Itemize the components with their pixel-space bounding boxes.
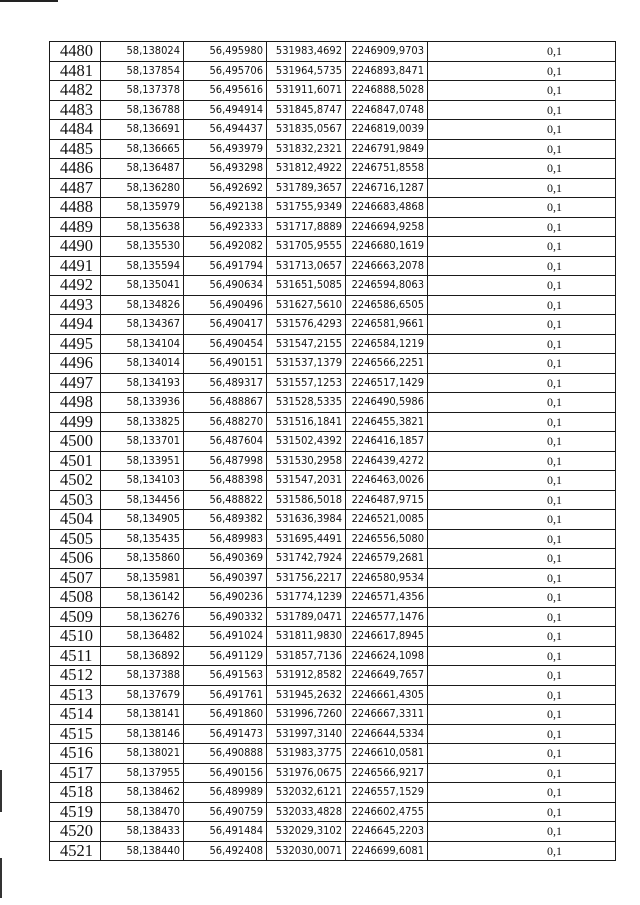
table-row [50, 471, 616, 491]
x-coordinate-cell: 531537,1379 [267, 354, 346, 374]
table-row [50, 627, 616, 647]
x-coordinate-cell: 531636,3984 [267, 510, 346, 530]
x-coordinate-cell: 531576,4293 [267, 315, 346, 335]
point-number-cell: 4521 [50, 841, 101, 861]
point-number-cell: 4486 [50, 159, 101, 179]
y-coordinate-cell: 2246566,9217 [346, 763, 428, 783]
accuracy-cell: 0,1 [428, 334, 616, 354]
y-coordinate-cell: 2246463,0026 [346, 471, 428, 491]
x-coordinate-cell: 531811,9830 [267, 627, 346, 647]
latitude-cell: 58,138024 [101, 42, 184, 62]
longitude-cell: 56,490332 [184, 607, 267, 627]
point-number-cell: 4507 [50, 568, 101, 588]
table-row [50, 744, 616, 764]
accuracy-cell: 0,1 [428, 451, 616, 471]
point-number-cell: 4487 [50, 178, 101, 198]
x-coordinate-cell: 531755,9349 [267, 198, 346, 218]
longitude-cell: 56,491761 [184, 685, 267, 705]
accuracy-cell: 0,1 [428, 120, 616, 140]
x-coordinate-cell: 531705,9555 [267, 237, 346, 257]
point-number-cell: 4496 [50, 354, 101, 374]
y-coordinate-cell: 2246455,3821 [346, 412, 428, 432]
x-coordinate-cell: 532032,6121 [267, 783, 346, 803]
accuracy-cell: 0,1 [428, 432, 616, 452]
point-number-cell: 4502 [50, 471, 101, 491]
longitude-cell: 56,491024 [184, 627, 267, 647]
y-coordinate-cell: 2246893,8471 [346, 61, 428, 81]
x-coordinate-cell: 531983,4692 [267, 42, 346, 62]
y-coordinate-cell: 2246791,9849 [346, 139, 428, 159]
longitude-cell: 56,490417 [184, 315, 267, 335]
point-number-cell: 4509 [50, 607, 101, 627]
latitude-cell: 58,138440 [101, 841, 184, 861]
x-coordinate-cell: 531911,6071 [267, 81, 346, 101]
longitude-cell: 56,487604 [184, 432, 267, 452]
longitude-cell: 56,487998 [184, 451, 267, 471]
latitude-cell: 58,136280 [101, 178, 184, 198]
y-coordinate-cell: 2246439,4272 [346, 451, 428, 471]
table-row [50, 373, 616, 393]
accuracy-cell: 0,1 [428, 237, 616, 257]
latitude-cell: 58,137378 [101, 81, 184, 101]
latitude-cell: 58,137854 [101, 61, 184, 81]
table-row [50, 159, 616, 179]
longitude-cell: 56,492692 [184, 178, 267, 198]
accuracy-cell: 0,1 [428, 646, 616, 666]
longitude-cell: 56,494437 [184, 120, 267, 140]
point-number-cell: 4508 [50, 588, 101, 608]
latitude-cell: 58,136142 [101, 588, 184, 608]
longitude-cell: 56,492082 [184, 237, 267, 257]
point-number-cell: 4516 [50, 744, 101, 764]
latitude-cell: 58,138470 [101, 802, 184, 822]
latitude-cell: 58,138146 [101, 724, 184, 744]
table-row [50, 237, 616, 257]
y-coordinate-cell: 2246663,2078 [346, 256, 428, 276]
x-coordinate-cell: 531516,1841 [267, 412, 346, 432]
accuracy-cell: 0,1 [428, 627, 616, 647]
point-number-cell: 4514 [50, 705, 101, 725]
accuracy-cell: 0,1 [428, 100, 616, 120]
table-row [50, 139, 616, 159]
longitude-cell: 56,490236 [184, 588, 267, 608]
y-coordinate-cell: 2246645,2203 [346, 822, 428, 842]
point-number-cell: 4500 [50, 432, 101, 452]
y-coordinate-cell: 2246699,6081 [346, 841, 428, 861]
table-row [50, 120, 616, 140]
y-coordinate-cell: 2246610,0581 [346, 744, 428, 764]
longitude-cell: 56,490397 [184, 568, 267, 588]
latitude-cell: 58,135435 [101, 529, 184, 549]
accuracy-cell: 0,1 [428, 841, 616, 861]
y-coordinate-cell: 2246521,0085 [346, 510, 428, 530]
latitude-cell: 58,136788 [101, 100, 184, 120]
latitude-cell: 58,138141 [101, 705, 184, 725]
table-row [50, 315, 616, 335]
accuracy-cell: 0,1 [428, 393, 616, 413]
point-number-cell: 4513 [50, 685, 101, 705]
latitude-cell: 58,135041 [101, 276, 184, 296]
latitude-cell: 58,134826 [101, 295, 184, 315]
x-coordinate-cell: 532029,3102 [267, 822, 346, 842]
accuracy-cell: 0,1 [428, 763, 616, 783]
accuracy-cell: 0,1 [428, 178, 616, 198]
longitude-cell: 56,490888 [184, 744, 267, 764]
table-row [50, 81, 616, 101]
table-row [50, 568, 616, 588]
accuracy-cell: 0,1 [428, 315, 616, 335]
point-number-cell: 4499 [50, 412, 101, 432]
y-coordinate-cell: 2246584,1219 [346, 334, 428, 354]
point-number-cell: 4515 [50, 724, 101, 744]
table-row [50, 666, 616, 686]
accuracy-cell: 0,1 [428, 354, 616, 374]
accuracy-cell: 0,1 [428, 256, 616, 276]
x-coordinate-cell: 531789,3657 [267, 178, 346, 198]
latitude-cell: 58,135594 [101, 256, 184, 276]
point-number-cell: 4489 [50, 217, 101, 237]
y-coordinate-cell: 2246644,5334 [346, 724, 428, 744]
point-number-cell: 4519 [50, 802, 101, 822]
table-row [50, 295, 616, 315]
table-row [50, 100, 616, 120]
table-row [50, 412, 616, 432]
accuracy-cell: 0,1 [428, 529, 616, 549]
table-row [50, 61, 616, 81]
y-coordinate-cell: 2246909,9703 [346, 42, 428, 62]
table-row [50, 432, 616, 452]
latitude-cell: 58,134367 [101, 315, 184, 335]
point-number-cell: 4488 [50, 198, 101, 218]
latitude-cell: 58,136892 [101, 646, 184, 666]
accuracy-cell: 0,1 [428, 802, 616, 822]
y-coordinate-cell: 2246557,1529 [346, 783, 428, 803]
table-row [50, 451, 616, 471]
point-number-cell: 4505 [50, 529, 101, 549]
y-coordinate-cell: 2246580,9534 [346, 568, 428, 588]
point-number-cell: 4510 [50, 627, 101, 647]
point-number-cell: 4485 [50, 139, 101, 159]
x-coordinate-cell: 531547,2031 [267, 471, 346, 491]
accuracy-cell: 0,1 [428, 666, 616, 686]
accuracy-cell: 0,1 [428, 705, 616, 725]
accuracy-cell: 0,1 [428, 744, 616, 764]
y-coordinate-cell: 2246667,3311 [346, 705, 428, 725]
x-coordinate-cell: 531502,4392 [267, 432, 346, 452]
x-coordinate-cell: 531557,1253 [267, 373, 346, 393]
point-number-cell: 4503 [50, 490, 101, 510]
table-row [50, 705, 616, 725]
table-row [50, 334, 616, 354]
accuracy-cell: 0,1 [428, 412, 616, 432]
latitude-cell: 58,133825 [101, 412, 184, 432]
longitude-cell: 56,493979 [184, 139, 267, 159]
longitude-cell: 56,495706 [184, 61, 267, 81]
longitude-cell: 56,491563 [184, 666, 267, 686]
longitude-cell: 56,490496 [184, 295, 267, 315]
latitude-cell: 58,133701 [101, 432, 184, 452]
accuracy-cell: 0,1 [428, 510, 616, 530]
table-row [50, 763, 616, 783]
table-row [50, 646, 616, 666]
x-coordinate-cell: 531964,5735 [267, 61, 346, 81]
point-number-cell: 4511 [50, 646, 101, 666]
longitude-cell: 56,491129 [184, 646, 267, 666]
longitude-cell: 56,489317 [184, 373, 267, 393]
point-number-cell: 4517 [50, 763, 101, 783]
x-coordinate-cell: 531742,7924 [267, 549, 346, 569]
latitude-cell: 58,136691 [101, 120, 184, 140]
y-coordinate-cell: 2246683,4868 [346, 198, 428, 218]
latitude-cell: 58,136482 [101, 627, 184, 647]
longitude-cell: 56,494914 [184, 100, 267, 120]
table-row [50, 276, 616, 296]
latitude-cell: 58,134905 [101, 510, 184, 530]
scan-edge-mark [0, 858, 2, 898]
x-coordinate-cell: 531997,3140 [267, 724, 346, 744]
latitude-cell: 58,135530 [101, 237, 184, 257]
latitude-cell: 58,138462 [101, 783, 184, 803]
y-coordinate-cell: 2246490,5986 [346, 393, 428, 413]
scan-edge-mark [0, 770, 2, 812]
point-number-cell: 4481 [50, 61, 101, 81]
y-coordinate-cell: 2246819,0039 [346, 120, 428, 140]
accuracy-cell: 0,1 [428, 42, 616, 62]
x-coordinate-cell: 531996,7260 [267, 705, 346, 725]
x-coordinate-cell: 531695,4491 [267, 529, 346, 549]
latitude-cell: 58,136487 [101, 159, 184, 179]
y-coordinate-cell: 2246416,1857 [346, 432, 428, 452]
longitude-cell: 56,490759 [184, 802, 267, 822]
longitude-cell: 56,491794 [184, 256, 267, 276]
coordinates-table [49, 41, 616, 861]
table-row [50, 42, 616, 62]
longitude-cell: 56,489983 [184, 529, 267, 549]
x-coordinate-cell: 531857,7136 [267, 646, 346, 666]
latitude-cell: 58,133951 [101, 451, 184, 471]
y-coordinate-cell: 2246566,2251 [346, 354, 428, 374]
y-coordinate-cell: 2246624,1098 [346, 646, 428, 666]
table-row [50, 178, 616, 198]
table-row [50, 510, 616, 530]
table-row [50, 588, 616, 608]
y-coordinate-cell: 2246617,8945 [346, 627, 428, 647]
point-number-cell: 4491 [50, 256, 101, 276]
latitude-cell: 58,134104 [101, 334, 184, 354]
longitude-cell: 56,491473 [184, 724, 267, 744]
x-coordinate-cell: 531717,8889 [267, 217, 346, 237]
latitude-cell: 58,135979 [101, 198, 184, 218]
point-number-cell: 4494 [50, 315, 101, 335]
x-coordinate-cell: 532030,0071 [267, 841, 346, 861]
table-row [50, 217, 616, 237]
latitude-cell: 58,135638 [101, 217, 184, 237]
x-coordinate-cell: 531812,4922 [267, 159, 346, 179]
accuracy-cell: 0,1 [428, 198, 616, 218]
x-coordinate-cell: 532033,4828 [267, 802, 346, 822]
y-coordinate-cell: 2246586,6505 [346, 295, 428, 315]
x-coordinate-cell: 531832,2321 [267, 139, 346, 159]
accuracy-cell: 0,1 [428, 724, 616, 744]
longitude-cell: 56,489382 [184, 510, 267, 530]
point-number-cell: 4506 [50, 549, 101, 569]
longitude-cell: 56,490634 [184, 276, 267, 296]
point-number-cell: 4518 [50, 783, 101, 803]
latitude-cell: 58,137955 [101, 763, 184, 783]
longitude-cell: 56,491484 [184, 822, 267, 842]
accuracy-cell: 0,1 [428, 276, 616, 296]
accuracy-cell: 0,1 [428, 685, 616, 705]
table-row [50, 822, 616, 842]
y-coordinate-cell: 2246888,5028 [346, 81, 428, 101]
point-number-cell: 4482 [50, 81, 101, 101]
x-coordinate-cell: 531945,2632 [267, 685, 346, 705]
y-coordinate-cell: 2246577,1476 [346, 607, 428, 627]
accuracy-cell: 0,1 [428, 471, 616, 491]
y-coordinate-cell: 2246517,1429 [346, 373, 428, 393]
longitude-cell: 56,488867 [184, 393, 267, 413]
x-coordinate-cell: 531845,8747 [267, 100, 346, 120]
x-coordinate-cell: 531651,5085 [267, 276, 346, 296]
y-coordinate-cell: 2246847,0748 [346, 100, 428, 120]
accuracy-cell: 0,1 [428, 588, 616, 608]
longitude-cell: 56,493298 [184, 159, 267, 179]
accuracy-cell: 0,1 [428, 783, 616, 803]
table-row [50, 256, 616, 276]
point-number-cell: 4512 [50, 666, 101, 686]
longitude-cell: 56,490151 [184, 354, 267, 374]
point-number-cell: 4497 [50, 373, 101, 393]
accuracy-cell: 0,1 [428, 822, 616, 842]
y-coordinate-cell: 2246694,9258 [346, 217, 428, 237]
x-coordinate-cell: 531528,5335 [267, 393, 346, 413]
point-number-cell: 4520 [50, 822, 101, 842]
longitude-cell: 56,495616 [184, 81, 267, 101]
latitude-cell: 58,138433 [101, 822, 184, 842]
table-row [50, 685, 616, 705]
point-number-cell: 4495 [50, 334, 101, 354]
longitude-cell: 56,492333 [184, 217, 267, 237]
page-top-rule [0, 0, 58, 2]
x-coordinate-cell: 531756,2217 [267, 568, 346, 588]
latitude-cell: 58,135981 [101, 568, 184, 588]
point-number-cell: 4492 [50, 276, 101, 296]
y-coordinate-cell: 2246581,9661 [346, 315, 428, 335]
table-row [50, 841, 616, 861]
table-row [50, 607, 616, 627]
longitude-cell: 56,491860 [184, 705, 267, 725]
latitude-cell: 58,137388 [101, 666, 184, 686]
table-row [50, 549, 616, 569]
point-number-cell: 4484 [50, 120, 101, 140]
longitude-cell: 56,492408 [184, 841, 267, 861]
accuracy-cell: 0,1 [428, 61, 616, 81]
latitude-cell: 58,138021 [101, 744, 184, 764]
accuracy-cell: 0,1 [428, 159, 616, 179]
y-coordinate-cell: 2246594,8063 [346, 276, 428, 296]
longitude-cell: 56,495980 [184, 42, 267, 62]
latitude-cell: 58,134014 [101, 354, 184, 374]
y-coordinate-cell: 2246487,9715 [346, 490, 428, 510]
latitude-cell: 58,133936 [101, 393, 184, 413]
latitude-cell: 58,136665 [101, 139, 184, 159]
x-coordinate-cell: 531983,3775 [267, 744, 346, 764]
y-coordinate-cell: 2246751,8558 [346, 159, 428, 179]
point-number-cell: 4498 [50, 393, 101, 413]
y-coordinate-cell: 2246602,4755 [346, 802, 428, 822]
accuracy-cell: 0,1 [428, 607, 616, 627]
accuracy-cell: 0,1 [428, 373, 616, 393]
y-coordinate-cell: 2246680,1619 [346, 237, 428, 257]
x-coordinate-cell: 531835,0567 [267, 120, 346, 140]
longitude-cell: 56,490369 [184, 549, 267, 569]
accuracy-cell: 0,1 [428, 295, 616, 315]
x-coordinate-cell: 531713,0657 [267, 256, 346, 276]
point-number-cell: 4501 [50, 451, 101, 471]
x-coordinate-cell: 531976,0675 [267, 763, 346, 783]
y-coordinate-cell: 2246571,4356 [346, 588, 428, 608]
accuracy-cell: 0,1 [428, 139, 616, 159]
x-coordinate-cell: 531627,5610 [267, 295, 346, 315]
accuracy-cell: 0,1 [428, 217, 616, 237]
point-number-cell: 4490 [50, 237, 101, 257]
table-row [50, 783, 616, 803]
y-coordinate-cell: 2246716,1287 [346, 178, 428, 198]
longitude-cell: 56,489989 [184, 783, 267, 803]
y-coordinate-cell: 2246649,7657 [346, 666, 428, 686]
latitude-cell: 58,137679 [101, 685, 184, 705]
longitude-cell: 56,488822 [184, 490, 267, 510]
longitude-cell: 56,488270 [184, 412, 267, 432]
longitude-cell: 56,490156 [184, 763, 267, 783]
accuracy-cell: 0,1 [428, 81, 616, 101]
table-row [50, 802, 616, 822]
accuracy-cell: 0,1 [428, 568, 616, 588]
longitude-cell: 56,488398 [184, 471, 267, 491]
x-coordinate-cell: 531912,8582 [267, 666, 346, 686]
point-number-cell: 4480 [50, 42, 101, 62]
y-coordinate-cell: 2246661,4305 [346, 685, 428, 705]
longitude-cell: 56,490454 [184, 334, 267, 354]
latitude-cell: 58,136276 [101, 607, 184, 627]
latitude-cell: 58,134103 [101, 471, 184, 491]
x-coordinate-cell: 531530,2958 [267, 451, 346, 471]
point-number-cell: 4493 [50, 295, 101, 315]
table-row [50, 490, 616, 510]
table-row [50, 393, 616, 413]
coordinates-table-body [50, 42, 616, 861]
latitude-cell: 58,135860 [101, 549, 184, 569]
point-number-cell: 4504 [50, 510, 101, 530]
longitude-cell: 56,492138 [184, 198, 267, 218]
x-coordinate-cell: 531774,1239 [267, 588, 346, 608]
y-coordinate-cell: 2246556,5080 [346, 529, 428, 549]
y-coordinate-cell: 2246579,2681 [346, 549, 428, 569]
table-row [50, 724, 616, 744]
x-coordinate-cell: 531789,0471 [267, 607, 346, 627]
table-row [50, 529, 616, 549]
x-coordinate-cell: 531586,5018 [267, 490, 346, 510]
latitude-cell: 58,134193 [101, 373, 184, 393]
table-row [50, 354, 616, 374]
latitude-cell: 58,134456 [101, 490, 184, 510]
table-row [50, 198, 616, 218]
accuracy-cell: 0,1 [428, 490, 616, 510]
x-coordinate-cell: 531547,2155 [267, 334, 346, 354]
point-number-cell: 4483 [50, 100, 101, 120]
accuracy-cell: 0,1 [428, 549, 616, 569]
